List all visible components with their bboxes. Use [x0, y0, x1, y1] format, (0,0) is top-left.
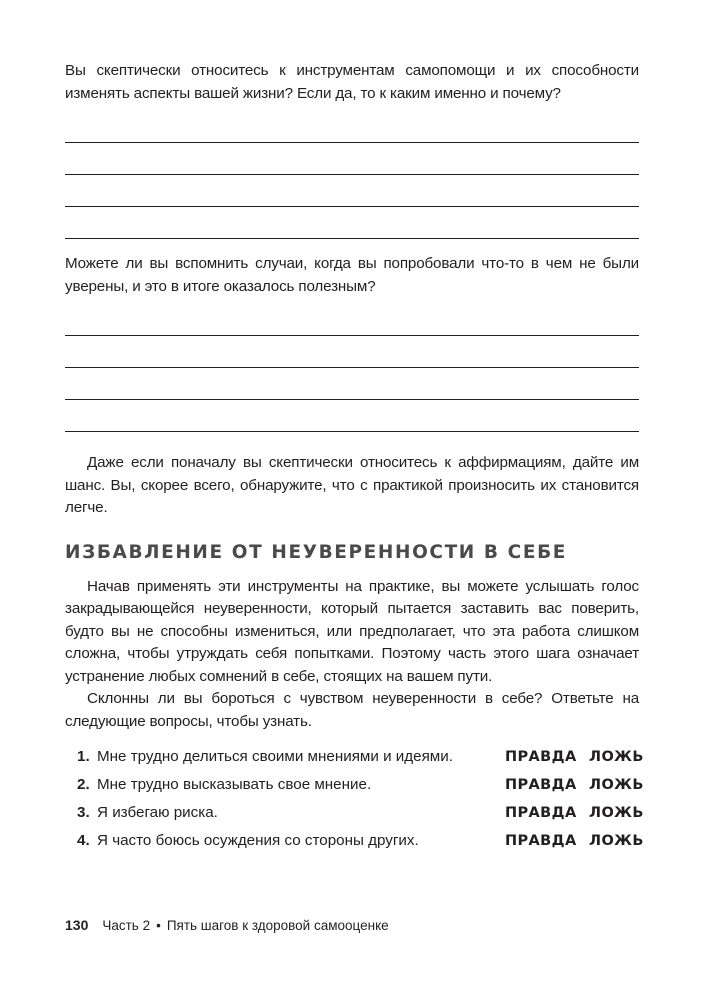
answer-line[interactable]: [65, 336, 639, 368]
list-item: [65, 827, 644, 855]
item-number: 2.: [77, 776, 90, 793]
answer-lines-2: [65, 304, 639, 432]
false-option[interactable]: ЛОЖЬ: [589, 777, 644, 793]
item-text: Мне трудно высказывать свое мнение.: [97, 776, 372, 793]
list-item: [65, 799, 644, 827]
item-number: 4.: [77, 832, 90, 849]
answer-line[interactable]: [65, 111, 639, 143]
false-option[interactable]: ЛОЖЬ: [589, 833, 644, 849]
item-text: Мне трудно делиться своими мнениями и идеями.: [97, 748, 453, 765]
question-useful-experience: Можете ли вы вспомнить случаи, когда вы попробовали что-то в чем не были уверены, и это в итоге оказалось полезным?: [65, 255, 639, 295]
answer-line[interactable]: [65, 400, 639, 432]
page-number: 130: [65, 917, 89, 933]
paragraph-instructions: Склонны ли вы бороться с чувством неуверенности в себе? Ответьте на следующие вопросы, чтобы узнать.: [65, 690, 639, 730]
true-option[interactable]: ПРАВДА: [505, 777, 577, 793]
answer-lines-1: [65, 111, 639, 239]
answer-line[interactable]: [65, 304, 639, 336]
false-option[interactable]: ЛОЖЬ: [589, 805, 644, 821]
true-false-list: [65, 743, 644, 855]
list-item: [65, 771, 644, 799]
answer-line[interactable]: [65, 207, 639, 239]
true-option[interactable]: ПРАВДА: [505, 805, 577, 821]
footer-part: Часть 2: [102, 918, 151, 933]
page-content: [65, 60, 644, 855]
answer-line[interactable]: [65, 368, 639, 400]
true-option[interactable]: ПРАВДА: [505, 749, 577, 765]
answer-line[interactable]: [65, 143, 639, 175]
footer-title: Пять шагов к здоровой самооценке: [166, 918, 389, 933]
paragraph-affirmations: Даже если поначалу вы скептически относитесь к аффирмациям, дайте им шанс. Вы, скорее всего, обнаружите, что с практикой произносить их становится легче.: [65, 454, 639, 516]
item-number: 1.: [77, 748, 90, 765]
true-option[interactable]: ПРАВДА: [505, 833, 577, 849]
paragraph-self-doubt: Начав применять эти инструменты на практике, вы можете услышать голос закрадывающейся неуверенности, который пытается заставить вас поверить, будто вы не способны измениться, или предполагает, что эта работа слишком сложна, чтобы утруждать себя попытками. Поэтому часть этого шага означает устранение любых сомнений в себе, стоящих на вашем пути.: [65, 577, 639, 685]
item-text: Я избегаю риска.: [97, 804, 218, 821]
section-heading: ИЗБАВЛЕНИЕ ОТ НЕУВЕРЕННОСТИ В СЕБЕ: [65, 541, 568, 563]
question-skepticism: Вы скептически относитесь к инструментам самопомощи и их способности изменять аспекты вашей жизни? Если да, то к каким именно и почему?: [65, 62, 639, 102]
answer-line[interactable]: [65, 175, 639, 207]
footer-separator: •: [156, 918, 161, 933]
false-option[interactable]: ЛОЖЬ: [589, 749, 644, 765]
list-item: [65, 743, 644, 771]
item-number: 3.: [77, 804, 90, 821]
item-text: Я часто боюсь осуждения со стороны других.: [97, 832, 419, 849]
page-footer: [65, 917, 389, 933]
